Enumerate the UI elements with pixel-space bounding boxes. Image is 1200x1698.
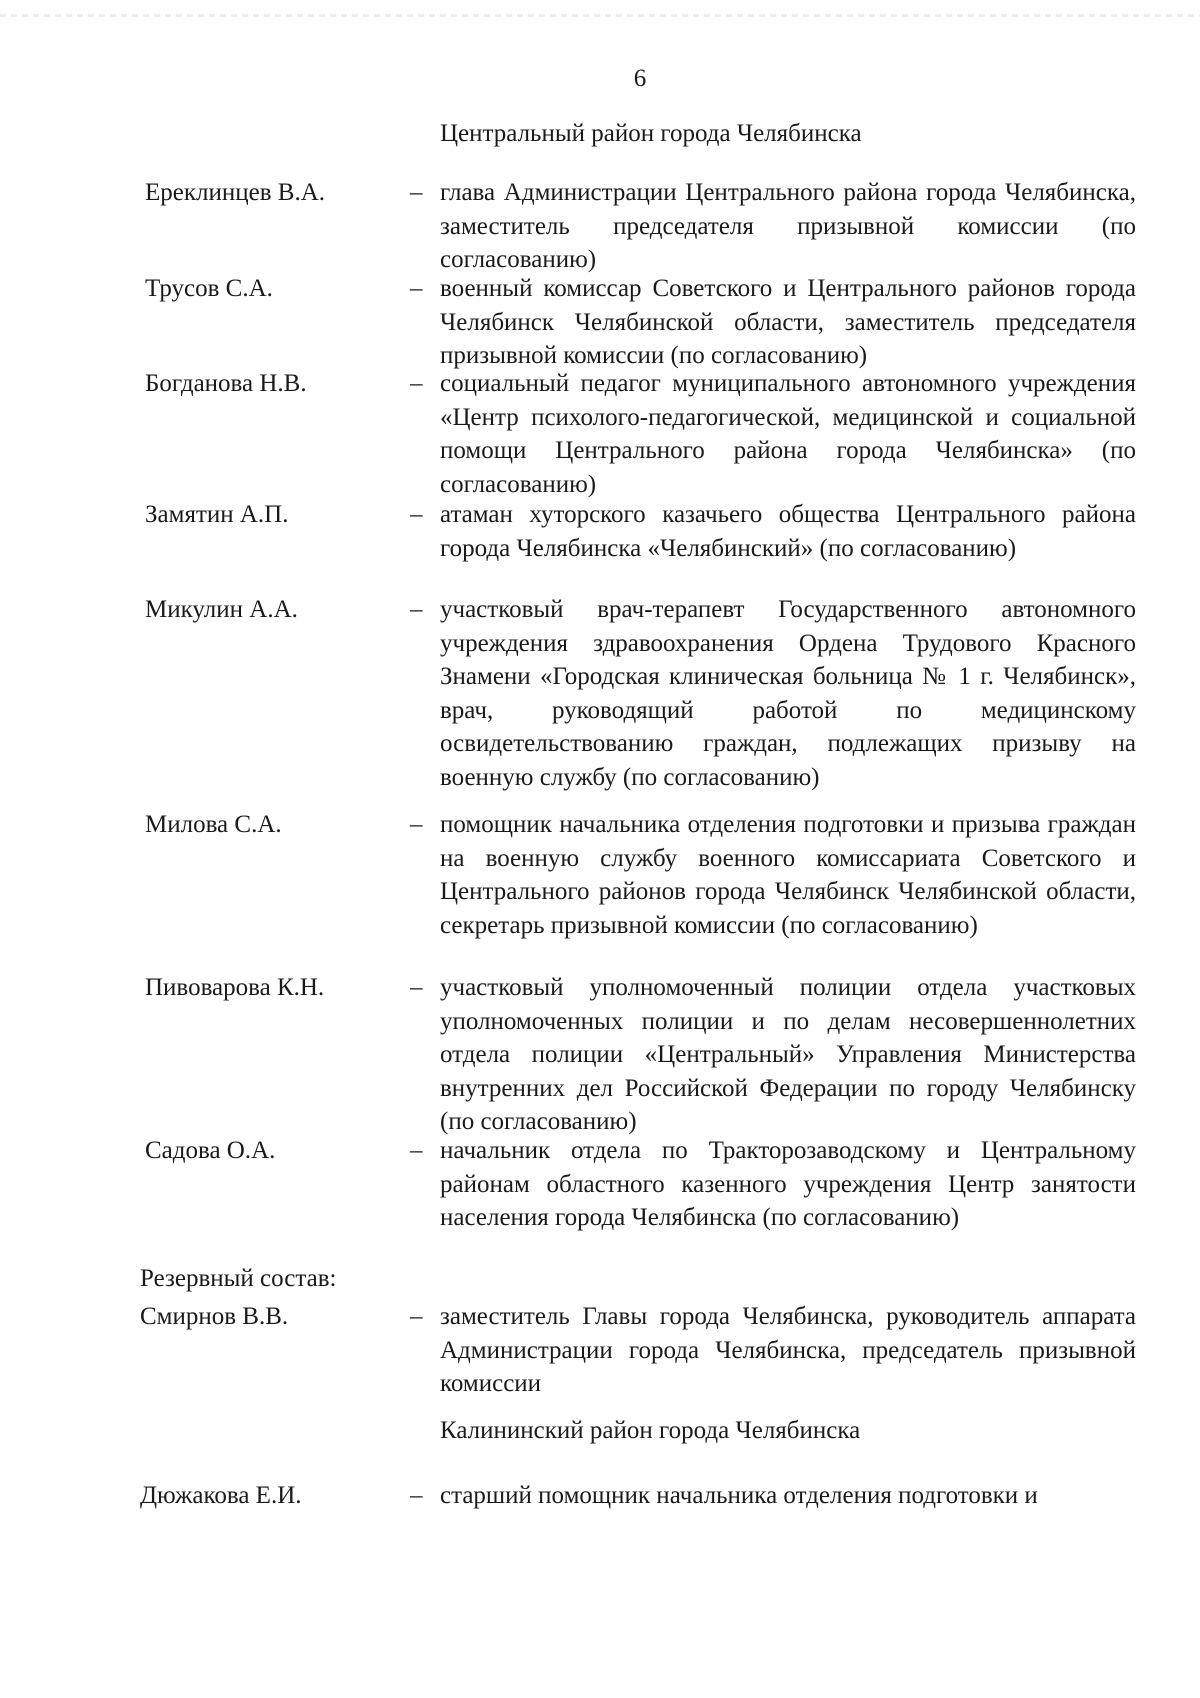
member-dash: – xyxy=(410,501,423,528)
reserve-label: Резервный состав: xyxy=(140,1265,337,1292)
member-name: Смирнов В.В. xyxy=(140,1303,289,1330)
member-dash: – xyxy=(410,370,423,397)
member-dash: – xyxy=(410,974,423,1001)
member-dash: – xyxy=(410,811,423,838)
member-description: глава Администрации Центрального района города Челябинска, заместитель председателя призывной комиссии (по согласованию) xyxy=(440,179,1136,273)
member-name: Ереклинцев В.А. xyxy=(145,179,326,206)
member-description: помощник начальника отделения подготовки и призыва граждан на военную службу военного комиссариата Советского и Центрального районов города Челябинск Челябинской области, секретарь призывной комиссии (по согласованию) xyxy=(440,811,1136,939)
member-name: Дюжакова Е.И. xyxy=(140,1482,302,1509)
member-description: заместитель Главы города Челябинска, руководитель аппарата Администрации города Челябинска, председатель призывной комиссии xyxy=(440,1303,1136,1397)
member-description: участковый уполномоченный полиции отдела участковых уполномоченных полиции и по делам несовершеннолетних отдела полиции «Центральный» Управления Министерства внутренних дел Российской Федерации по городу Челябинску (по согласованию) xyxy=(440,974,1136,1135)
page-number: 6 xyxy=(633,65,647,92)
member-dash: – xyxy=(410,1137,423,1164)
member-name: Замятин А.П. xyxy=(145,501,289,528)
member-description: начальник отдела по Тракторозаводскому и Центральному районам областного казенного учреждения Центр занятости населения города Челябинска (по согласованию) xyxy=(440,1137,1136,1231)
member-name: Трусов С.А. xyxy=(145,275,273,302)
section-heading-kalininsky: Калининский район города Челябинска xyxy=(440,1417,861,1444)
scan-edge-artifact xyxy=(0,14,1200,17)
member-description: военный комиссар Советского и Центрального районов города Челябинск Челябинской области, заместитель председателя призывной комиссии (по согласованию) xyxy=(440,275,1136,369)
member-name: Садова О.А. xyxy=(145,1137,276,1164)
member-name: Микулин А.А. xyxy=(145,596,298,623)
member-name: Милова С.А. xyxy=(145,811,282,838)
member-name: Богданова Н.В. xyxy=(145,370,307,397)
member-name: Пивоварова К.Н. xyxy=(145,974,325,1001)
section-heading-central: Центральный район города Челябинска xyxy=(440,120,862,147)
member-description: старший помощник начальника отделения подготовки и xyxy=(440,1482,1038,1509)
member-dash: – xyxy=(410,179,423,206)
member-dash: – xyxy=(410,275,423,302)
member-description: атаман хуторского казачьего общества Центрального района города Челябинска «Челябинский» (по согласованию) xyxy=(440,501,1136,562)
member-dash: – xyxy=(410,596,423,623)
member-description: социальный педагог муниципального автономного учреждения «Центр психолого-педагогической, медицинской и социальной помощи Центрального района города Челябинска» (по согласованию) xyxy=(440,370,1136,498)
member-dash: – xyxy=(410,1303,423,1330)
member-description: участковый врач-терапевт Государственного автономного учреждения здравоохранения Ордена Трудового Красного Знамени «Городская клиническая больница № 1 г. Челябинск», врач, руководящий работой по медицинскому освидетельствованию граждан, подлежащих призыву на военную службу (по согласованию) xyxy=(440,596,1136,791)
member-dash: – xyxy=(410,1482,423,1509)
